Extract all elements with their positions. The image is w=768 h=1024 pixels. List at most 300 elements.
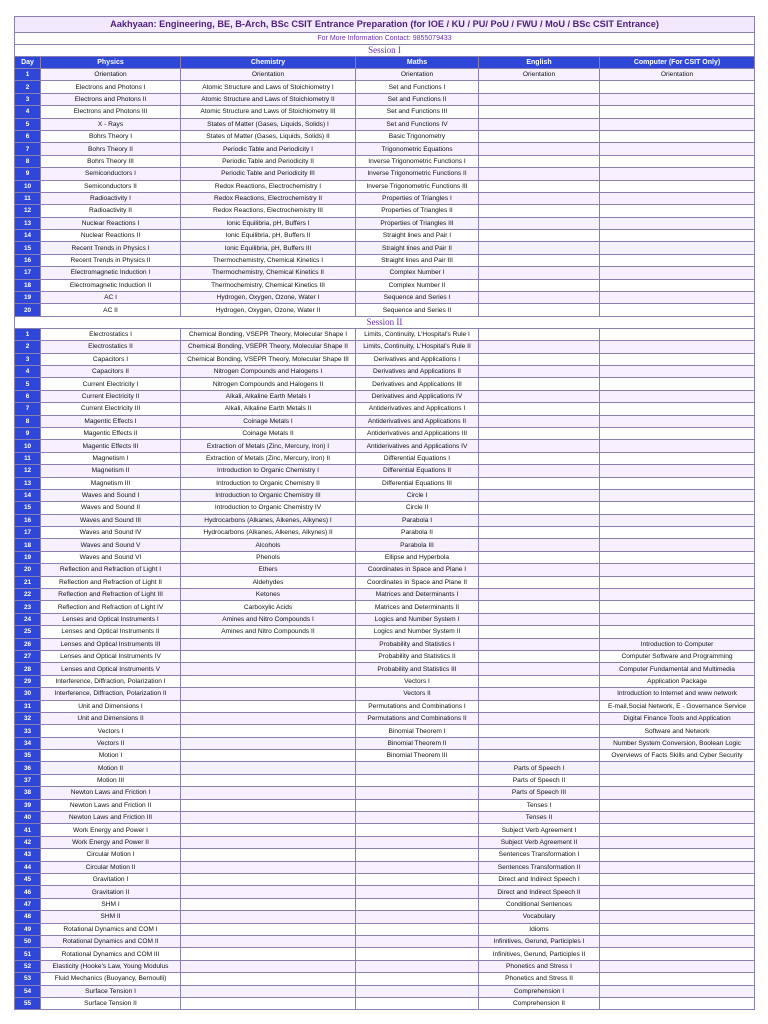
chemistry-cell: Amines and Nitro Compounds I (181, 613, 356, 625)
chemistry-cell (181, 688, 356, 700)
day-cell: 17 (15, 267, 41, 279)
physics-cell: Waves and Sound IV (41, 527, 181, 539)
day-cell: 1 (15, 328, 41, 340)
day-cell: 7 (15, 143, 41, 155)
english-cell (479, 477, 600, 489)
computer-cell (600, 514, 755, 526)
english-cell (479, 576, 600, 588)
computer-cell (600, 403, 755, 415)
table-row (15, 601, 755, 613)
table-row (15, 985, 755, 997)
day-cell: 18 (15, 539, 41, 551)
day-cell: 17 (15, 527, 41, 539)
session-title: Session I (15, 45, 755, 57)
computer-cell (600, 502, 755, 514)
day-cell: 26 (15, 638, 41, 650)
contact-info: For More Information Contact: 9855079433 (15, 33, 755, 45)
computer-cell (600, 93, 755, 105)
day-cell: 54 (15, 985, 41, 997)
day-cell: 24 (15, 613, 41, 625)
day-cell: 28 (15, 663, 41, 675)
table-row (15, 737, 755, 749)
day-cell: 32 (15, 712, 41, 724)
computer-cell (600, 613, 755, 625)
computer-cell (600, 230, 755, 242)
maths-cell: Binomial Theorem I (356, 725, 479, 737)
english-cell: Infinitives, Gerund, Participles I (479, 935, 600, 947)
english-cell: Phonetics and Stress II (479, 973, 600, 985)
physics-cell: Lenses and Optical Instruments V (41, 663, 181, 675)
english-cell (479, 180, 600, 192)
physics-cell: Magnetism III (41, 477, 181, 489)
english-cell (479, 650, 600, 662)
maths-cell (356, 774, 479, 786)
table-row (15, 997, 755, 1009)
english-cell (479, 168, 600, 180)
day-cell: 42 (15, 836, 41, 848)
computer-cell (600, 539, 755, 551)
day-cell: 49 (15, 923, 41, 935)
session-row (15, 45, 755, 57)
maths-cell: Circle I (356, 489, 479, 501)
table-row (15, 589, 755, 601)
english-cell (479, 750, 600, 762)
physics-cell: Electromagnetic Induction I (41, 267, 181, 279)
physics-cell: Lenses and Optical Instruments II (41, 626, 181, 638)
computer-cell (600, 192, 755, 204)
english-cell (479, 737, 600, 749)
maths-cell (356, 849, 479, 861)
table-row (15, 180, 755, 192)
table-row (15, 390, 755, 402)
english-cell (479, 341, 600, 353)
day-cell: 8 (15, 415, 41, 427)
chemistry-cell: Hydrocarbons (Alkanes, Alkenes, Alkynes) II (181, 527, 356, 539)
maths-cell: Differential Equations I (356, 452, 479, 464)
english-cell (479, 242, 600, 254)
chemistry-cell (181, 861, 356, 873)
day-cell: 2 (15, 81, 41, 93)
physics-cell: Rotational Dynamics and COM II (41, 935, 181, 947)
physics-cell: Lenses and Optical Instruments IV (41, 650, 181, 662)
english-cell (479, 403, 600, 415)
chemistry-cell: Thermochemistry, Chemical Kinetics I (181, 254, 356, 266)
english-cell (479, 230, 600, 242)
computer-cell (600, 465, 755, 477)
day-cell: 34 (15, 737, 41, 749)
english-cell (479, 143, 600, 155)
chemistry-cell: Hydrocarbons (Alkanes, Alkenes, Alkynes) I (181, 514, 356, 526)
english-cell (479, 279, 600, 291)
maths-cell: Permutations and Combinations II (356, 712, 479, 724)
chemistry-cell (181, 675, 356, 687)
physics-cell: AC I (41, 292, 181, 304)
maths-cell (356, 886, 479, 898)
english-cell: Direct and Indirect Speech I (479, 874, 600, 886)
english-cell (479, 254, 600, 266)
chemistry-cell: Coinage Metals II (181, 427, 356, 439)
physics-cell: Interference, Diffraction, Polarization II (41, 688, 181, 700)
maths-cell: Permutations and Combinations I (356, 700, 479, 712)
computer-cell (600, 960, 755, 972)
table-row (15, 192, 755, 204)
physics-cell: Surface Tension I (41, 985, 181, 997)
computer-cell (600, 353, 755, 365)
table-row (15, 279, 755, 291)
computer-cell (600, 254, 755, 266)
chemistry-cell (181, 737, 356, 749)
physics-cell: Work Energy and Power II (41, 836, 181, 848)
chemistry-cell: Redox Reactions, Electrochemistry I (181, 180, 356, 192)
day-cell: 51 (15, 948, 41, 960)
physics-cell: Bohrs Theory I (41, 130, 181, 142)
computer-cell: E-mail,Social Network, E - Governance Service (600, 700, 755, 712)
day-cell: 18 (15, 279, 41, 291)
table-row (15, 551, 755, 563)
table-row (15, 948, 755, 960)
day-cell: 9 (15, 427, 41, 439)
computer-cell (600, 861, 755, 873)
chemistry-cell: Thermochemistry, Chemical Kinetics III (181, 279, 356, 291)
chemistry-cell: Alkali, Alkaline Earth Metals II (181, 403, 356, 415)
computer-cell: Number System Conversion, Boolean Logic (600, 737, 755, 749)
table-row (15, 675, 755, 687)
table-row (15, 415, 755, 427)
day-cell: 12 (15, 465, 41, 477)
computer-cell: Computer Software and Programming (600, 650, 755, 662)
table-row (15, 155, 755, 167)
table-row (15, 489, 755, 501)
physics-cell: SHM II (41, 911, 181, 923)
chemistry-cell (181, 812, 356, 824)
chemistry-cell (181, 725, 356, 737)
day-cell: 11 (15, 452, 41, 464)
computer-cell (600, 564, 755, 576)
table-row (15, 613, 755, 625)
table-row (15, 799, 755, 811)
physics-cell: Lenses and Optical Instruments I (41, 613, 181, 625)
english-cell (479, 205, 600, 217)
english-cell: Tenses II (479, 812, 600, 824)
day-cell: 6 (15, 130, 41, 142)
computer-cell (600, 911, 755, 923)
physics-cell: Unit and Dimensions II (41, 712, 181, 724)
computer-cell (600, 589, 755, 601)
computer-cell (600, 626, 755, 638)
maths-cell: Vectors II (356, 688, 479, 700)
english-cell (479, 465, 600, 477)
day-cell: 33 (15, 725, 41, 737)
chemistry-cell (181, 824, 356, 836)
maths-cell: Straight lines and Pair I (356, 230, 479, 242)
chemistry-cell: Introduction to Organic Chemistry III (181, 489, 356, 501)
chemistry-cell (181, 762, 356, 774)
day-cell: 5 (15, 118, 41, 130)
maths-cell: Binomial Theorem II (356, 737, 479, 749)
table-row (15, 304, 755, 316)
chemistry-cell: Phenols (181, 551, 356, 563)
english-cell: Phonetics and Stress I (479, 960, 600, 972)
maths-cell: Derivatives and Applications IV (356, 390, 479, 402)
day-cell: 10 (15, 180, 41, 192)
day-cell: 2 (15, 341, 41, 353)
maths-cell: Properties of Triangles II (356, 205, 479, 217)
table-row (15, 130, 755, 142)
chemistry-cell: Atomic Structure and Laws of Stoichiometry III (181, 106, 356, 118)
table-row (15, 824, 755, 836)
chemistry-cell: Hydrogen, Oxygen, Ozone, Water II (181, 304, 356, 316)
table-row (15, 242, 755, 254)
computer-cell (600, 378, 755, 390)
maths-cell: Parabola I (356, 514, 479, 526)
day-cell: 30 (15, 688, 41, 700)
chemistry-cell: Alcohols (181, 539, 356, 551)
maths-cell (356, 824, 479, 836)
computer-cell (600, 973, 755, 985)
maths-cell: Matrices and Determinants I (356, 589, 479, 601)
computer-cell: Software and Network (600, 725, 755, 737)
computer-cell (600, 923, 755, 935)
computer-cell (600, 440, 755, 452)
chemistry-cell: Hydrogen, Oxygen, Ozone, Water I (181, 292, 356, 304)
table-row (15, 217, 755, 229)
english-cell (479, 712, 600, 724)
chemistry-cell: Extraction of Metals (Zinc, Mercury, Iron) I (181, 440, 356, 452)
english-cell: Parts of Speech III (479, 787, 600, 799)
maths-cell: Matrices and Determinants II (356, 601, 479, 613)
maths-cell: Limits, Continuity, L'Hospital's Rule I (356, 328, 479, 340)
maths-cell (356, 812, 479, 824)
computer-cell (600, 898, 755, 910)
day-cell: 13 (15, 217, 41, 229)
computer-cell (600, 242, 755, 254)
english-cell (479, 292, 600, 304)
computer-cell (600, 477, 755, 489)
physics-cell: Motion III (41, 774, 181, 786)
table-row (15, 230, 755, 242)
computer-cell (600, 168, 755, 180)
physics-cell: Interference, Diffraction, Polarization I (41, 675, 181, 687)
table-row (15, 106, 755, 118)
day-cell: 22 (15, 589, 41, 601)
chemistry-cell: Ketones (181, 589, 356, 601)
chemistry-cell (181, 799, 356, 811)
english-cell (479, 502, 600, 514)
computer-cell (600, 489, 755, 501)
table-row (15, 663, 755, 675)
maths-cell: Antiderivatives and Applications III (356, 427, 479, 439)
computer-cell (600, 390, 755, 402)
day-cell: 3 (15, 353, 41, 365)
physics-cell: Lenses and Optical Instruments III (41, 638, 181, 650)
day-cell: 52 (15, 960, 41, 972)
physics-cell: Current Electricity III (41, 403, 181, 415)
physics-cell: Current Electricity I (41, 378, 181, 390)
chemistry-cell: States of Matter (Gases, Liquids, Solids) II (181, 130, 356, 142)
maths-cell: Set and Functions III (356, 106, 479, 118)
maths-cell (356, 948, 479, 960)
computer-cell (600, 886, 755, 898)
chemistry-cell (181, 911, 356, 923)
computer-cell (600, 279, 755, 291)
physics-cell: Elasticity (Hooke's Law, Young Modulus (41, 960, 181, 972)
table-row (15, 836, 755, 848)
maths-cell: Set and Functions II (356, 93, 479, 105)
day-cell: 7 (15, 403, 41, 415)
column-header-english: English (479, 57, 600, 69)
english-cell (479, 551, 600, 563)
physics-cell: Fluid Mechanics (Buoyancy, Bernoulli) (41, 973, 181, 985)
day-cell: 50 (15, 935, 41, 947)
day-cell: 41 (15, 824, 41, 836)
physics-cell: Magnetism II (41, 465, 181, 477)
day-cell: 16 (15, 254, 41, 266)
table-row (15, 750, 755, 762)
table-row (15, 527, 755, 539)
computer-cell (600, 948, 755, 960)
computer-cell (600, 774, 755, 786)
table-row (15, 93, 755, 105)
physics-cell: Vectors I (41, 725, 181, 737)
day-cell: 15 (15, 502, 41, 514)
chemistry-cell (181, 973, 356, 985)
physics-cell: Waves and Sound I (41, 489, 181, 501)
day-cell: 10 (15, 440, 41, 452)
chemistry-cell: Introduction to Organic Chemistry II (181, 477, 356, 489)
maths-cell (356, 799, 479, 811)
table-row (15, 861, 755, 873)
maths-cell (356, 836, 479, 848)
table-row (15, 328, 755, 340)
physics-cell: Recent Trends in Physics II (41, 254, 181, 266)
maths-cell: Complex Number II (356, 279, 479, 291)
day-cell: 35 (15, 750, 41, 762)
column-header-physics: Physics (41, 57, 181, 69)
maths-cell: Differential Equations III (356, 477, 479, 489)
maths-cell (356, 935, 479, 947)
maths-cell: Limits, Continuity, L'Hospital's Rule II (356, 341, 479, 353)
day-cell: 1 (15, 69, 41, 81)
day-cell: 29 (15, 675, 41, 687)
column-header-row (15, 57, 755, 69)
computer-cell (600, 205, 755, 217)
physics-cell: Magentic Effects II (41, 427, 181, 439)
table-row (15, 440, 755, 452)
computer-cell: Introduction to Internet and www network (600, 688, 755, 700)
day-cell: 6 (15, 390, 41, 402)
computer-cell (600, 762, 755, 774)
chemistry-cell: Nitrogen Compounds and Halogens II (181, 378, 356, 390)
maths-cell: Set and Functions IV (356, 118, 479, 130)
computer-cell (600, 81, 755, 93)
physics-cell: Current Electricity II (41, 390, 181, 402)
day-cell: 27 (15, 650, 41, 662)
physics-cell: Gravitation I (41, 874, 181, 886)
maths-cell: Logics and Number System II (356, 626, 479, 638)
maths-cell: Differential Equations II (356, 465, 479, 477)
day-cell: 4 (15, 365, 41, 377)
english-cell: Parts of Speech I (479, 762, 600, 774)
computer-cell (600, 267, 755, 279)
chemistry-cell: Periodic Table and Periodicity III (181, 168, 356, 180)
maths-cell: Sequence and Series II (356, 304, 479, 316)
maths-cell (356, 762, 479, 774)
day-cell: 16 (15, 514, 41, 526)
chemistry-cell: Redox Reactions, Electrochemistry II (181, 192, 356, 204)
chemistry-cell: Atomic Structure and Laws of Stoichiometry I (181, 81, 356, 93)
english-cell (479, 328, 600, 340)
english-cell (479, 514, 600, 526)
table-row (15, 267, 755, 279)
maths-cell: Probability and Statistics II (356, 650, 479, 662)
maths-cell (356, 898, 479, 910)
maths-cell: Logics and Number System I (356, 613, 479, 625)
table-row (15, 292, 755, 304)
day-cell: 15 (15, 242, 41, 254)
maths-cell: Properties of Triangles III (356, 217, 479, 229)
english-cell: Subject Verb Agreement I (479, 824, 600, 836)
computer-cell (600, 155, 755, 167)
day-cell: 46 (15, 886, 41, 898)
chemistry-cell (181, 849, 356, 861)
chemistry-cell: Aldehydes (181, 576, 356, 588)
table-row (15, 725, 755, 737)
table-row (15, 688, 755, 700)
physics-cell: Motion II (41, 762, 181, 774)
english-cell (479, 130, 600, 142)
maths-cell: Coordinates in Space and Plane II (356, 576, 479, 588)
day-cell: 20 (15, 564, 41, 576)
day-cell: 4 (15, 106, 41, 118)
english-cell (479, 626, 600, 638)
table-row (15, 564, 755, 576)
computer-cell (600, 997, 755, 1009)
physics-cell: Bohrs Theory III (41, 155, 181, 167)
physics-cell: Radioactivity I (41, 192, 181, 204)
computer-cell: Digital Finance Tools and Application (600, 712, 755, 724)
physics-cell: Electrons and Photons I (41, 81, 181, 93)
table-row (15, 254, 755, 266)
computer-cell (600, 130, 755, 142)
maths-cell: Straight lines and Pair III (356, 254, 479, 266)
physics-cell: Vectors II (41, 737, 181, 749)
table-row (15, 539, 755, 551)
maths-cell: Coordinates in Space and Plane I (356, 564, 479, 576)
physics-cell: Unit and Dimensions I (41, 700, 181, 712)
english-cell: Orientation (479, 69, 600, 81)
computer-cell: Orientation (600, 69, 755, 81)
english-cell: Sentences Transformation II (479, 861, 600, 873)
english-cell: Comprehension II (479, 997, 600, 1009)
maths-cell: Parabola II (356, 527, 479, 539)
physics-cell: X - Rays (41, 118, 181, 130)
english-cell (479, 688, 600, 700)
day-cell: 12 (15, 205, 41, 217)
table-row (15, 502, 755, 514)
english-cell (479, 304, 600, 316)
physics-cell: Waves and Sound VI (41, 551, 181, 563)
day-cell: 43 (15, 849, 41, 861)
chemistry-cell (181, 948, 356, 960)
table-row (15, 341, 755, 353)
table-row (15, 427, 755, 439)
maths-cell (356, 787, 479, 799)
document-title: Aakhyaan: Engineering, BE, B-Arch, BSc CSIT Entrance Preparation (for IOE / KU / PU/ PoU / FWU / MoU / BSc CSIT Entrance) (15, 17, 755, 33)
english-cell (479, 700, 600, 712)
english-cell: Subject Verb Agreement II (479, 836, 600, 848)
table-row (15, 650, 755, 662)
english-cell (479, 527, 600, 539)
